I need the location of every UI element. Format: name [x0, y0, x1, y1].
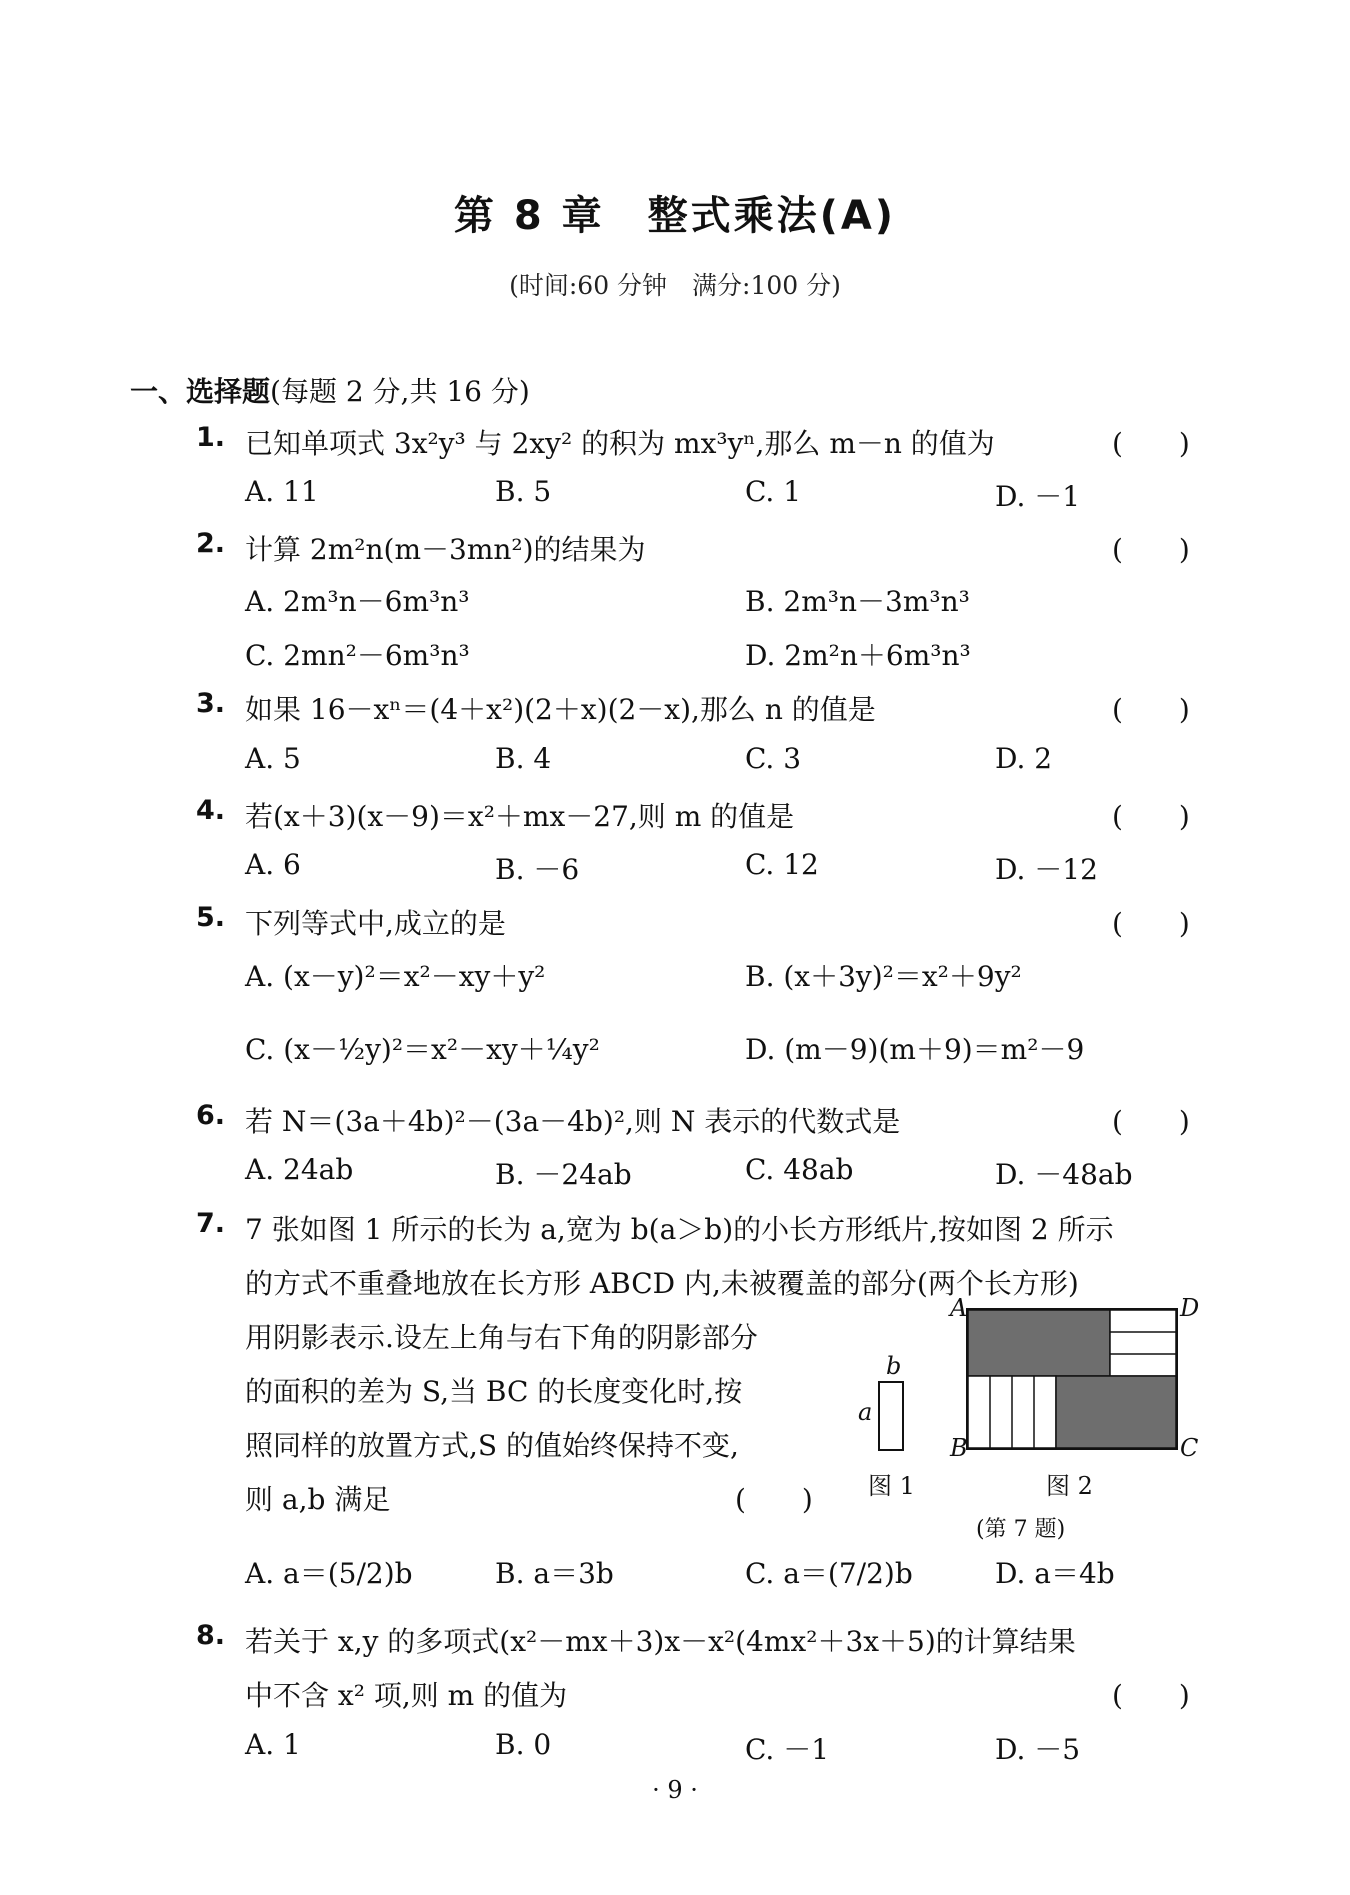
question-text: 下列等式中,成立的是	[245, 907, 506, 940]
option-b: B. 5	[495, 475, 552, 508]
question-number: 4.	[196, 795, 226, 826]
small-rectangle-figure	[878, 1381, 904, 1451]
page-number: · 9 ·	[652, 1776, 698, 1804]
answer-bracket: ( )	[1112, 693, 1190, 726]
question-text: 若(x＋3)(x－9)＝x²＋mx－27,则 m 的值是	[245, 800, 795, 833]
question-number: 5.	[196, 902, 226, 933]
option-c: C. (x－½y)²＝x²－xy＋¼y²	[245, 1033, 600, 1066]
option-b: B. 2m³n－3m³n³	[745, 585, 970, 618]
answer-bracket: ( )	[1112, 800, 1190, 833]
figure-caption: (第 7 题)	[976, 1517, 1066, 1542]
option-c: C. 48ab	[745, 1153, 854, 1186]
answer-bracket: ( )	[1112, 907, 1190, 940]
question-number: 3.	[196, 688, 226, 719]
option-d: D. －1	[995, 480, 1081, 513]
corner-a-label: A	[950, 1294, 968, 1322]
question-text-line: 的面积的差为 S,当 BC 的长度变化时,按	[245, 1375, 743, 1408]
exam-time-score: (时间:60 分钟 满分:100 分)	[509, 271, 841, 300]
question-text-line: 的方式不重叠地放在长方形 ABCD 内,未被覆盖的部分(两个长方形)	[245, 1267, 1079, 1300]
option-c: C. 1	[745, 475, 802, 508]
option-b: B. －6	[495, 853, 580, 886]
answer-bracket: ( )	[1112, 1105, 1190, 1138]
answer-bracket: ( )	[1112, 1679, 1190, 1712]
option-a: A. 11	[245, 475, 319, 508]
option-a: A. 24ab	[245, 1153, 354, 1186]
figure-2-label: 图 2	[1046, 1472, 1093, 1500]
question-number: 7.	[196, 1208, 226, 1239]
question-text-line: 中不含 x² 项,则 m 的值为	[245, 1679, 568, 1712]
question-number: 1.	[196, 422, 226, 453]
option-b: B. (x＋3y)²＝x²＋9y²	[745, 960, 1022, 993]
chapter-title: 第 8 章 整式乘法(A)	[453, 193, 897, 239]
corner-d-label: D	[1180, 1294, 1200, 1322]
option-c: C. 2mn²－6m³n³	[245, 639, 470, 672]
question-text: 如果 16－xⁿ＝(4＋x²)(2＋x)(2－x),那么 n 的值是	[245, 693, 876, 726]
question-number: 2.	[196, 528, 226, 559]
shaded-top-left	[968, 1310, 1110, 1376]
question-text: 若 N＝(3a＋4b)²－(3a－4b)²,则 N 表示的代数式是	[245, 1105, 901, 1138]
option-d: D. －12	[995, 853, 1098, 886]
option-a: A. 1	[245, 1728, 301, 1761]
side-b-label: b	[886, 1352, 902, 1380]
question-number: 8.	[196, 1620, 226, 1651]
option-b: B. 4	[495, 742, 552, 775]
option-a: A. a＝(5/2)b	[245, 1557, 413, 1590]
option-c: C. 12	[745, 848, 819, 881]
option-b: B. 0	[495, 1728, 552, 1761]
option-d: D. －48ab	[995, 1158, 1133, 1191]
option-d: D. 2	[995, 742, 1053, 775]
corner-b-label: B	[950, 1434, 968, 1462]
option-d: D. (m－9)(m＋9)＝m²－9	[745, 1033, 1085, 1066]
answer-bracket: ( )	[1112, 533, 1190, 566]
option-a: A. 2m³n－6m³n³	[245, 585, 470, 618]
question-text: 已知单项式 3x²y³ 与 2xy² 的积为 mx³yⁿ,那么 m－n 的值为	[245, 427, 995, 460]
option-a: A. (x－y)²＝x²－xy＋y²	[245, 960, 546, 993]
question-text-line: 7 张如图 1 所示的长为 a,宽为 b(a＞b)的小长方形纸片,按如图 2 所示	[245, 1213, 1114, 1246]
option-d: D. a＝4b	[995, 1557, 1115, 1590]
question-text-line: 则 a,b 满足	[245, 1483, 391, 1516]
answer-bracket: ( )	[735, 1483, 813, 1516]
option-d: D. －5	[995, 1733, 1081, 1766]
corner-c-label: C	[1180, 1434, 1199, 1462]
question-text-line: 用阴影表示.设左上角与右下角的阴影部分	[245, 1321, 758, 1354]
option-a: A. 5	[245, 742, 301, 775]
option-d: D. 2m²n＋6m³n³	[745, 639, 971, 672]
question-number: 6.	[196, 1100, 226, 1131]
section-heading	[130, 370, 530, 410]
figure-1-label: 图 1	[868, 1472, 915, 1500]
question-text-line: 若关于 x,y 的多项式(x²－mx＋3)x－x²(4mx²＋3x＋5)的计算结果	[245, 1625, 1076, 1658]
answer-bracket: ( )	[1112, 427, 1190, 460]
section-note: (每题 2 分,共 16 分)	[270, 375, 530, 408]
option-c: C. a＝(7/2)b	[745, 1557, 913, 1590]
stacked-strips	[1110, 1310, 1176, 1376]
section-title: 一、选择题	[130, 375, 271, 408]
option-a: A. 6	[245, 848, 301, 881]
option-b: B. a＝3b	[495, 1557, 614, 1590]
side-a-label: a	[858, 1398, 873, 1426]
option-b: B. －24ab	[495, 1158, 632, 1191]
question-text-line: 照同样的放置方式,S 的值始终保持不变,	[245, 1429, 739, 1462]
shaded-bottom-right	[1056, 1376, 1176, 1448]
option-c: C. －1	[745, 1733, 830, 1766]
question-text: 计算 2m²n(m－3mn²)的结果为	[245, 533, 646, 566]
rectangle-abcd-figure	[966, 1308, 1178, 1450]
option-c: C. 3	[745, 742, 802, 775]
